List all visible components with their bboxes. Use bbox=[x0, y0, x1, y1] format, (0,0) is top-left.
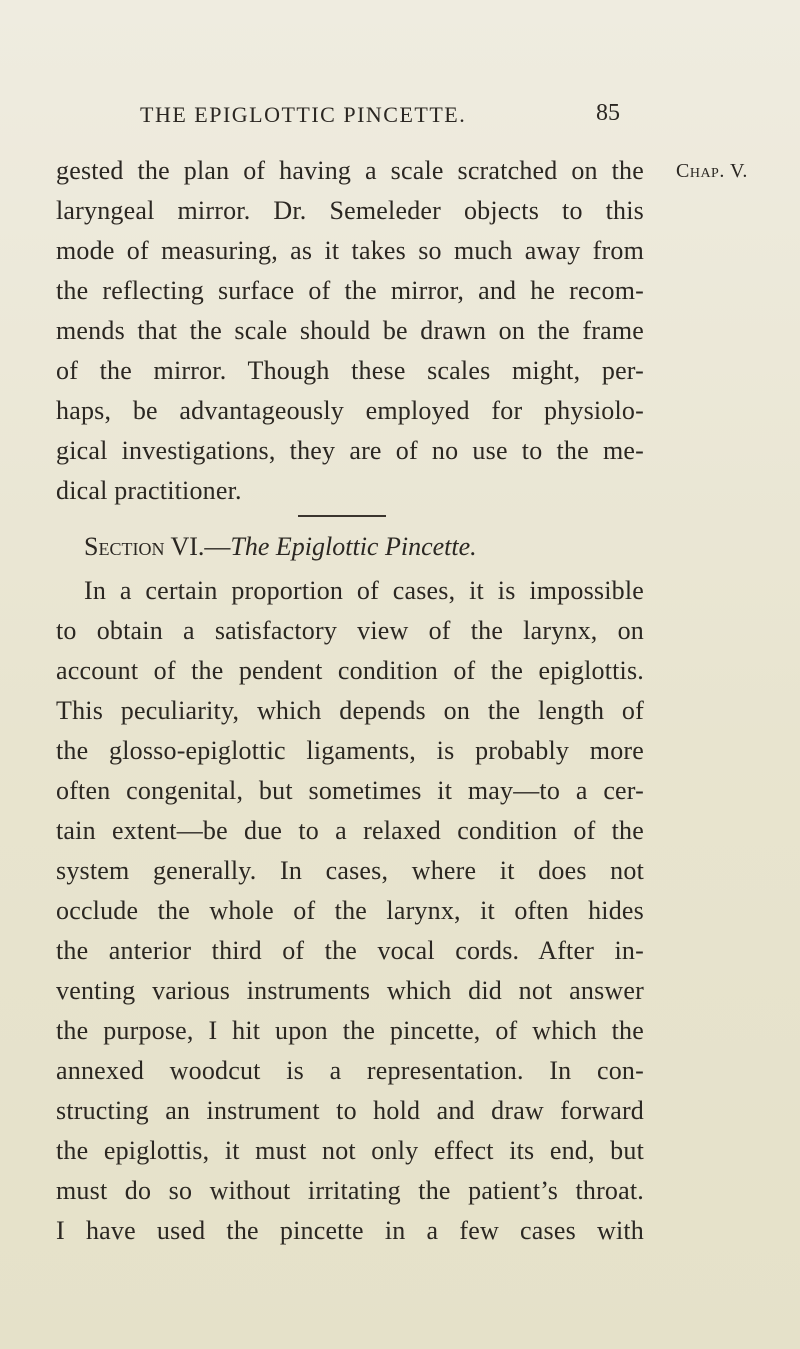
text-line: the reflecting surface of the mirror, and he recom- bbox=[56, 276, 644, 305]
text-line: I have used the pincette in a few cases with bbox=[56, 1216, 644, 1245]
text-line: account of the pendent condition of the epiglottis. bbox=[56, 656, 644, 685]
text-line: the glosso-epiglottic ligaments, is probably more bbox=[56, 736, 644, 765]
text-line: occlude the whole of the larynx, it often hides bbox=[56, 896, 644, 925]
text-line: the anterior third of the vocal cords. After in- bbox=[56, 936, 644, 965]
text-line: must do so without irritating the patient’s throat. bbox=[56, 1176, 644, 1205]
text-line: tain extent—be due to a relaxed condition of the bbox=[56, 816, 644, 845]
text-line: dical practitioner. bbox=[56, 476, 242, 505]
text-line: haps, be advantageously employed for physiolo- bbox=[56, 396, 644, 425]
text-line: to obtain a satisfactory view of the larynx, on bbox=[56, 616, 644, 645]
paragraph-continued bbox=[56, 151, 644, 511]
text-line: laryngeal mirror. Dr. Semeleder objects to this bbox=[56, 196, 644, 225]
chapter-margin-note: Chap. V. bbox=[676, 160, 748, 182]
text-line: gested the plan of having a scale scratched on the bbox=[56, 156, 644, 185]
text-line: the epiglottis, it must not only effect its end, but bbox=[56, 1136, 644, 1165]
page-number: 85 bbox=[596, 100, 620, 126]
text-line: annexed woodcut is a representation. In con- bbox=[56, 1056, 644, 1085]
paragraph-epiglottic-pincette bbox=[56, 571, 644, 1251]
text-line: of the mirror. Though these scales might, per- bbox=[56, 356, 644, 385]
text-line: often congenital, but sometimes it may—to a cer- bbox=[56, 776, 644, 805]
section-title: The Epiglottic Pincette. bbox=[230, 532, 477, 561]
section-dash: — bbox=[204, 532, 231, 561]
section-number: Section VI. bbox=[84, 532, 205, 561]
text-line: mends that the scale should be drawn on the frame bbox=[56, 316, 644, 345]
text-line: system generally. In cases, where it does not bbox=[56, 856, 644, 885]
text-line: structing an instrument to hold and draw forward bbox=[56, 1096, 644, 1125]
text-line: the purpose, I hit upon the pincette, of which the bbox=[56, 1016, 644, 1045]
section-divider-rule bbox=[298, 515, 386, 517]
text-line: venting various instruments which did not answer bbox=[56, 976, 644, 1005]
running-title: THE EPIGLOTTIC PINCETTE. bbox=[140, 102, 467, 127]
text-line: mode of measuring, as it takes so much away from bbox=[56, 236, 644, 265]
text-line: In a certain proportion of cases, it is impossible bbox=[84, 576, 644, 605]
running-head bbox=[0, 102, 800, 132]
text-line: This peculiarity, which depends on the length of bbox=[56, 696, 644, 725]
section-heading bbox=[84, 527, 477, 567]
text-line: gical investigations, they are of no use to the me- bbox=[56, 436, 644, 465]
